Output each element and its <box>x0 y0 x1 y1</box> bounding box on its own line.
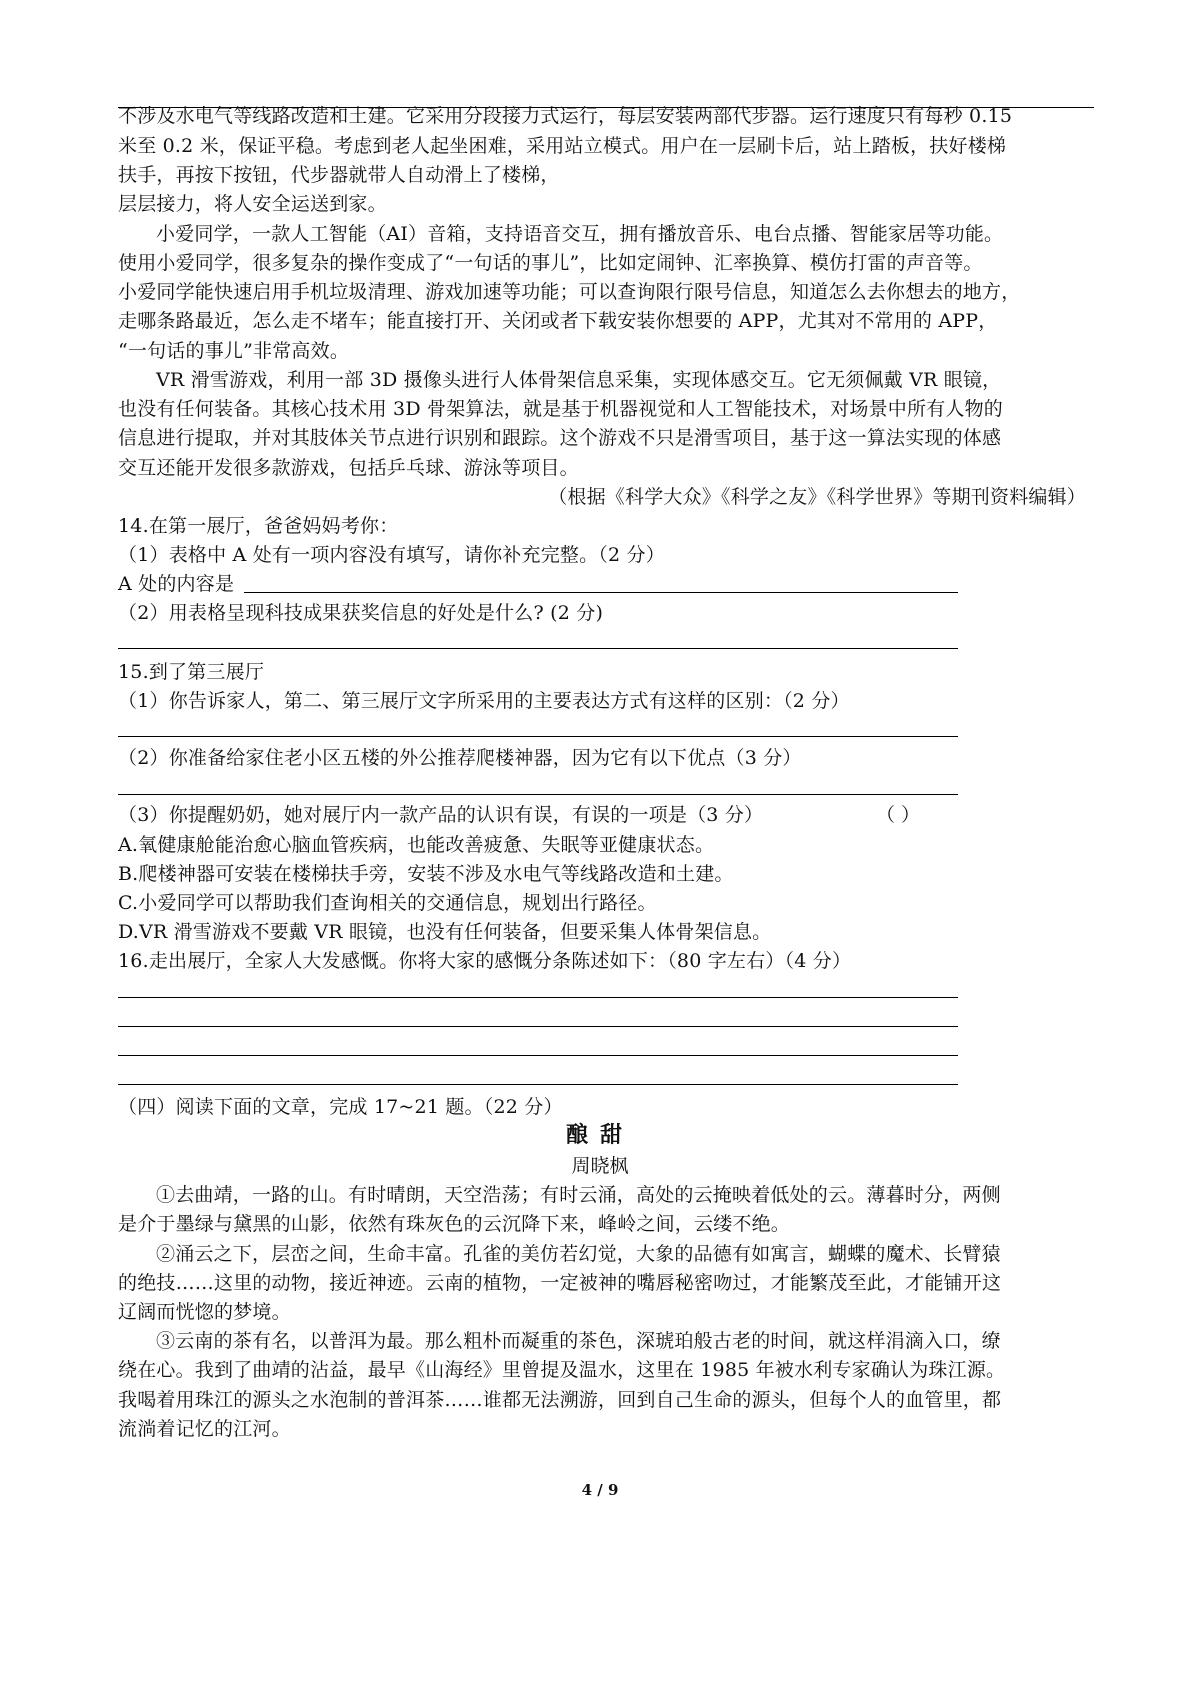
article-paragraph-line: 辽阔而恍惚的梦境。 <box>118 1301 291 1323</box>
q15-option-d: D.VR 滑雪游戏不要戴 VR 眼镜，也没有任何装备，但要采集人体骨架信息。 <box>118 921 772 943</box>
q14-part2: （2）用表格呈现科技成果获奖信息的好处是什么? (2 分) <box>118 602 604 624</box>
q15-part1-answer-line[interactable] <box>118 736 958 737</box>
vr-line: VR 滑雪游戏，利用一部 3D 摄像头进行人体骨架信息采集，实现体感交互。它无须佩戴 VR 眼镜， <box>156 369 1002 391</box>
q15-stem: 15.到了第三展厅 <box>118 661 265 683</box>
article-paragraph-line: 我喝着用珠江的源头之水泡制的普洱茶……谁都无法溯游，回到自己生命的源头，但每个人的血管里，都 <box>118 1389 1002 1411</box>
q14-answer-label: A 处的内容是 <box>118 573 235 595</box>
q16-answer-line[interactable] <box>118 1055 958 1056</box>
article-author: 周晓枫 <box>571 1155 629 1177</box>
q15-part2: （2）你准备给家住老小区五楼的外公推荐爬楼神器，因为它有以下优点（3 分） <box>118 747 802 769</box>
q14-part1: （1）表格中 A 处有一项内容没有填写，请你补充完整。（2 分） <box>118 544 665 566</box>
q15-option-c: C.小爱同学可以帮助我们查询相关的交通信息，规划出行路径。 <box>118 892 657 914</box>
q14-answer-line[interactable] <box>244 592 958 593</box>
passage-line: 扶手，再按下按钮，代步器就带人自动滑上了楼梯， <box>118 164 560 186</box>
q15-part1: （1）你告诉家人，第二、第三展厅文字所采用的主要表达方式有这样的区别：（2 分） <box>118 690 850 712</box>
xiaoai-line: 使用小爱同学，很多复杂的操作变成了“一句话的事儿”，比如定闹钟、汇率换算、模仿打雷的声音等。 <box>118 252 983 274</box>
section4-heading: （四）阅读下面的文章，完成 17~21 题。（22 分） <box>118 1096 563 1118</box>
passage-line: 米至 0.2 米，保证平稳。考虑到老人起坐困难，采用站立模式。用户在一层刷卡后，站上踏板，扶好楼梯 <box>118 135 1007 157</box>
q16-stem: 16.走出展厅，全家人大发感慨。你将大家的感慨分条陈述如下：（80 字左右）（4 分） <box>118 950 852 972</box>
q15-option-a: A.氧健康舱能治愈心脑血管疾病，也能改善疲惫、失眠等亚健康状态。 <box>118 834 715 856</box>
q15-answer-parentheses[interactable]: （ ） <box>876 804 921 826</box>
xiaoai-line: “一句话的事儿”非常高效。 <box>118 340 350 362</box>
article-paragraph-line: ①去曲靖，一路的山。有时晴朗，天空浩荡；有时云涌，高处的云掩映着低处的云。薄暮时分，两侧 <box>156 1184 1001 1206</box>
page-number: 4 / 9 <box>581 1481 619 1499</box>
q14-part2-answer-line[interactable] <box>118 648 958 649</box>
passage-line: 不涉及水电气等线路改造和土建。它采用分段接力式运行，每层安装两部代步器。运行速度只有每秒 0.15 <box>118 105 1013 127</box>
q14-stem: 14.在第一展厅，爸爸妈妈考你： <box>118 515 399 537</box>
vr-line: 交互还能开发很多款游戏，包括乒乓球、游泳等项目。 <box>118 457 579 479</box>
article-paragraph-line: ③云南的茶有名，以普洱为最。那么粗朴而凝重的茶色，深琥珀般古老的时间，就这样涓滴入口，缭 <box>156 1330 1001 1352</box>
q16-answer-line[interactable] <box>118 1084 958 1085</box>
q15-part3: （3）你提醒奶奶，她对展厅内一款产品的认识有误，有误的一项是（3 分） <box>118 804 764 826</box>
article-paragraph-line: 是介于墨绿与黛黑的山影，依然有珠灰色的云沉降下来，峰岭之间，云缕不绝。 <box>118 1213 791 1235</box>
xiaoai-line: 走哪条路最近，怎么走不堵车；能直接打开、关闭或者下载安装你想要的 APP，尤其对不常用的 APP， <box>118 310 998 332</box>
q16-answer-line[interactable] <box>118 1026 958 1027</box>
q15-part2-answer-line[interactable] <box>118 794 958 795</box>
xiaoai-line: 小爱同学能快速启用手机垃圾清理、游戏加速等功能；可以查询限行限号信息，知道怎么去你想去的地方， <box>118 281 1021 303</box>
article-paragraph-line: 绕在心。我到了曲靖的沾益，最早《山海经》里曾提及温水，这里在 1985 年被水利专家确认为珠江源。 <box>118 1359 1006 1381</box>
q15-option-b: B.爬楼神器可安装在楼梯扶手旁，安装不涉及水电气等线路改造和土建。 <box>118 863 734 885</box>
article-title: 酿甜 <box>565 1122 634 1148</box>
article-paragraph-line: 流淌着记忆的江河。 <box>118 1418 291 1440</box>
article-paragraph-line: ②涌云之下，层峦之间，生命丰富。孔雀的美仿若幻觉，大象的品德有如寓言，蝴蝶的魔术、长臂猿 <box>156 1243 1001 1265</box>
source-note: （根据《科学大众》《科学之友》《科学世界》等期刊资料编辑） <box>548 486 1086 508</box>
article-paragraph-line: 的绝技……这里的动物，接近神迹。云南的植物，一定被神的嘴唇秘密吻过，才能繁茂至此，才能铺开这 <box>118 1272 1002 1294</box>
q16-answer-line[interactable] <box>118 997 958 998</box>
vr-line: 信息进行提取，并对其肢体关节点进行识别和跟踪。这个游戏不只是滑雪项目，基于这一算法实现的体感 <box>118 427 1002 449</box>
passage-line: 层层接力，将人安全运送到家。 <box>118 193 387 215</box>
vr-line: 也没有任何装备。其核心技术用 3D 骨架算法，就是基于机器视觉和人工智能技术，对场景中所有人物的 <box>118 398 1004 420</box>
xiaoai-line: 小爱同学，一款人工智能（AI）音箱，支持语音交互，拥有播放音乐、电台点播、智能家居等功能。 <box>156 223 1004 245</box>
